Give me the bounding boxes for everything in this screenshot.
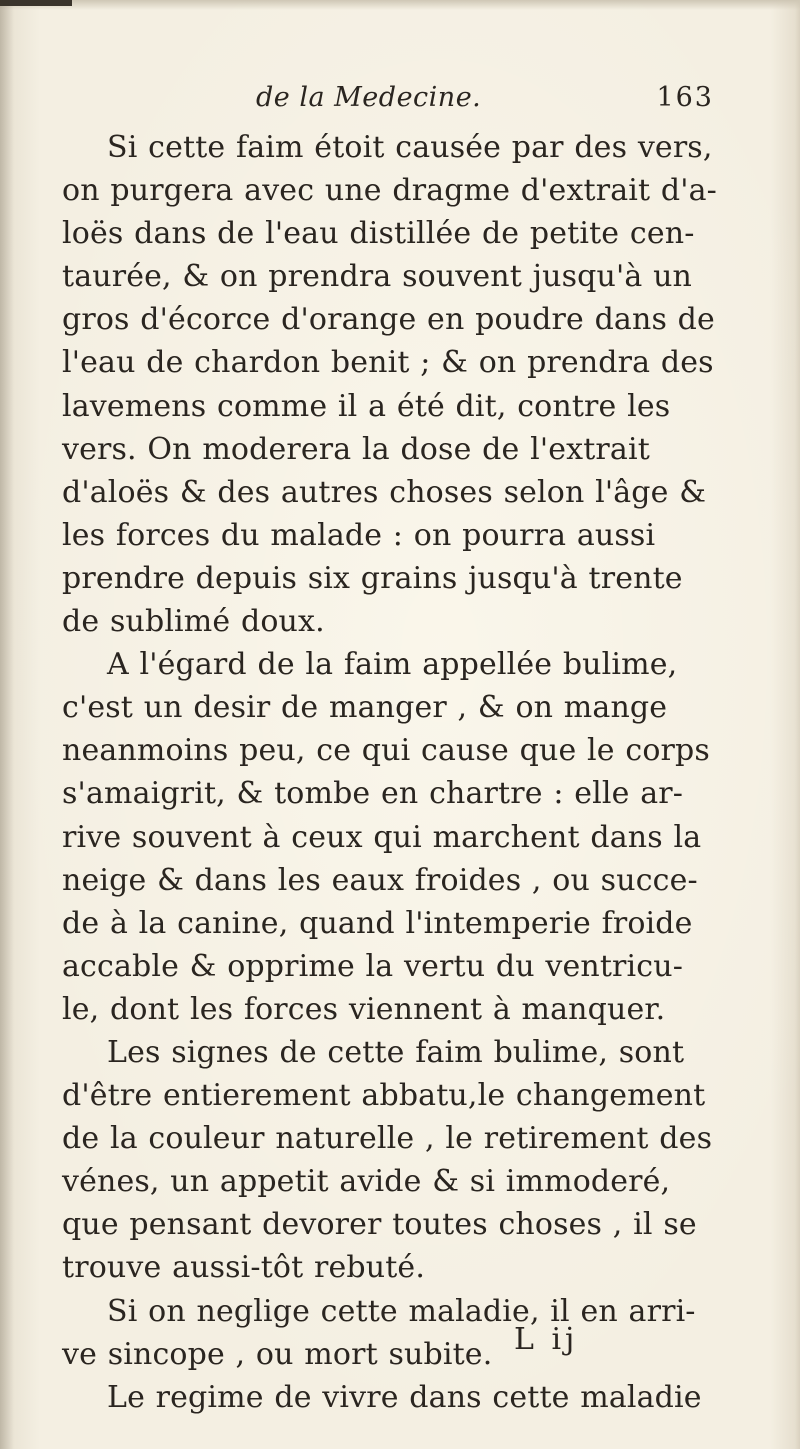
text-line: vénes, un appetit avide & si immoderé,: [62, 1164, 671, 1200]
text-line: d'être entierement abbatu,le changement: [62, 1078, 706, 1114]
text-line: Le regime de vivre dans cette maladie: [107, 1379, 702, 1415]
text-line: prendre depuis six grains jusqu'à trente: [62, 560, 683, 596]
text-line: Si on neglige cette maladie, il en arri-: [107, 1293, 696, 1329]
text-line: ve sincope , ou mort subite.: [62, 1336, 493, 1372]
text-line: de sublimé doux.: [62, 604, 325, 640]
page-header: [250, 82, 720, 126]
text-line: lavemens comme il a été dit, contre les: [62, 388, 671, 424]
gutter-shadow: [0, 0, 14, 1449]
running-head: de la Medecine.: [256, 82, 482, 113]
text-line: l'eau de chardon benit ; & on prendra des: [62, 345, 714, 381]
text-line: de la couleur naturelle , le retirement des: [62, 1121, 713, 1157]
text-line: on purgera avec une dragme d'extrait d'a-: [62, 173, 717, 209]
text-line: loës dans de l'eau distillée de petite cen-: [62, 216, 695, 252]
text-line: Si cette faim étoit causée par des vers,: [107, 130, 713, 165]
page-edge-shadow: [0, 0, 800, 10]
text-line: A l'égard de la faim appellée bulime,: [107, 647, 678, 683]
text-line: taurée, & on prendra souvent jusqu'à un: [62, 259, 693, 295]
text-line: le, dont les forces viennent à manquer.: [62, 991, 666, 1027]
text-line: rive souvent à ceux qui marchent dans la: [62, 819, 702, 855]
text-line: d'aloës & des autres choses selon l'âge &: [62, 474, 707, 510]
text-line: que pensant devorer toutes choses , il se: [62, 1207, 697, 1243]
text-line: s'amaigrit, & tombe en chartre : elle ar-: [62, 776, 684, 812]
body-text: [62, 126, 732, 1419]
catchword-signature: L ij: [514, 1322, 579, 1357]
page-number: 163: [656, 82, 714, 113]
text-line: accable & opprime la vertu du ventricu-: [62, 948, 684, 984]
text-line: de à la canine, quand l'intemperie froide: [62, 905, 693, 941]
text-line: neanmoins peu, ce qui cause que le corps: [62, 733, 710, 769]
text-line: Les signes de cette faim bulime, sont: [107, 1034, 685, 1070]
text-line: neige & dans les eaux froides , ou succe-: [62, 862, 698, 898]
text-line: les forces du malade : on pourra aussi: [62, 517, 656, 553]
text-line: c'est un desir de manger , & on mange: [62, 690, 668, 726]
text-line: gros d'écorce d'orange en poudre dans de: [62, 302, 715, 338]
text-line: trouve aussi-tôt rebuté.: [62, 1250, 426, 1286]
text-line: vers. On moderera la dose de l'extrait: [62, 431, 650, 467]
